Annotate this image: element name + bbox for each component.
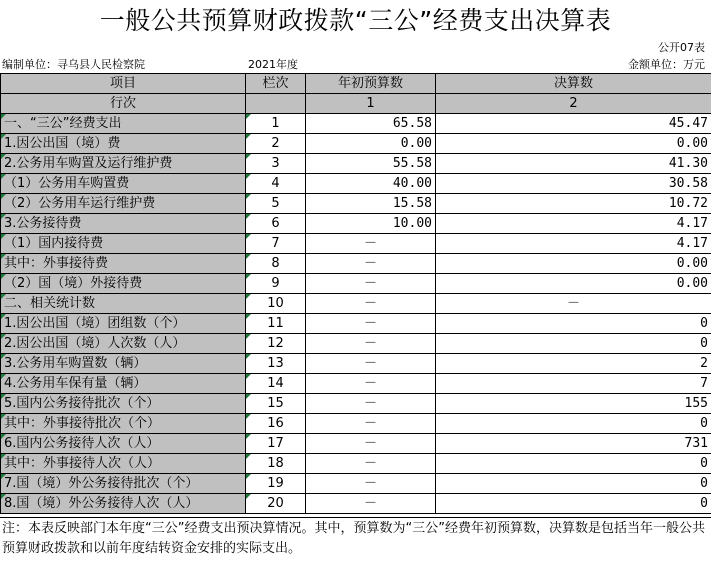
row-label: （2）公务用车运行维护费 — [1, 194, 246, 214]
row-label: 3.公务接待费 — [1, 214, 246, 234]
row-number: 9 — [246, 274, 306, 294]
row-number: 16 — [246, 414, 306, 434]
row-number: 17 — [246, 434, 306, 454]
row-final: 10.72 — [436, 194, 711, 214]
row-number: 12 — [246, 334, 306, 354]
row-label: 其中：外事接待批次（个） — [1, 414, 246, 434]
row-final: 4.17 — [436, 214, 711, 234]
row-final: 0 — [436, 454, 711, 474]
header-final: 决算数 — [436, 74, 711, 94]
row-final: 30.58 — [436, 174, 711, 194]
row-number: 2 — [246, 134, 306, 154]
table-row — [1, 314, 711, 334]
table-row — [1, 434, 711, 454]
row-budget: 40.00 — [306, 174, 436, 194]
row-final: 155 — [436, 394, 711, 414]
row-budget: － — [306, 314, 436, 334]
row-budget: 10.00 — [306, 214, 436, 234]
row-number: 19 — [246, 474, 306, 494]
table-row — [1, 114, 711, 134]
row-label: 二、相关统计数 — [1, 294, 246, 314]
table-row — [1, 494, 711, 514]
header-budget-index: 1 — [306, 94, 436, 114]
header-row-label: 行次 — [1, 94, 246, 114]
row-label: （2）国（境）外接待费 — [1, 274, 246, 294]
row-label: 3.公务用车购置数（辆） — [1, 354, 246, 374]
row-final: 731 — [436, 434, 711, 454]
footnote: 注：本表反映部门本年度“三公”经费支出预决算情况。其中，预算数为“三公”经费年初预算数，决算数是包括当年一般公共预算财政拨款和以前年度结转资金安排的实际支出。 — [0, 517, 711, 561]
row-number: 15 — [246, 394, 306, 414]
row-budget: － — [306, 294, 436, 314]
header-item: 项目 — [1, 74, 246, 94]
row-budget: － — [306, 494, 436, 514]
row-budget: － — [306, 474, 436, 494]
row-budget: － — [306, 234, 436, 254]
row-final: 45.47 — [436, 114, 711, 134]
row-number: 13 — [246, 354, 306, 374]
table-row — [1, 194, 711, 214]
row-label: 2.因公出国（境）人次数（人） — [1, 334, 246, 354]
row-number: 1 — [246, 114, 306, 134]
row-number: 6 — [246, 214, 306, 234]
row-label: 8.国（境）外公务接待人次（人） — [1, 494, 246, 514]
row-label: 4.公务用车保有量（辆） — [1, 374, 246, 394]
row-final: 4.17 — [436, 234, 711, 254]
row-label: 5.国内公务接待批次（个） — [1, 394, 246, 414]
row-number: 18 — [246, 454, 306, 474]
row-label: 一、“三公”经费支出 — [1, 114, 246, 134]
row-budget: － — [306, 414, 436, 434]
unit-label: 编制单位：寻乌县人民检察院 — [2, 58, 145, 71]
row-number: 8 — [246, 254, 306, 274]
row-label: （1）公务用车购置费 — [1, 174, 246, 194]
row-budget: － — [306, 274, 436, 294]
row-final: 0 — [436, 494, 711, 514]
header-index-row — [1, 94, 711, 114]
table-row — [1, 134, 711, 154]
row-budget: 55.58 — [306, 154, 436, 174]
row-number: 14 — [246, 374, 306, 394]
row-final: 0 — [436, 314, 711, 334]
row-label: 其中：外事接待人次（人） — [1, 454, 246, 474]
year-label: 2021年度 — [248, 58, 298, 71]
row-label: 7.国（境）外公务接待批次（个） — [1, 474, 246, 494]
header-blank — [246, 94, 306, 114]
table-row — [1, 294, 711, 314]
row-number: 10 — [246, 294, 306, 314]
table-row — [1, 154, 711, 174]
row-final: 0.00 — [436, 134, 711, 154]
header-row — [1, 74, 711, 94]
table-row — [1, 394, 711, 414]
row-budget: － — [306, 354, 436, 374]
money-unit: 金额单位：万元 — [628, 58, 705, 71]
row-label: 1.因公出国（境）团组数（个） — [1, 314, 246, 334]
row-final: － — [436, 294, 711, 314]
row-number: 5 — [246, 194, 306, 214]
row-final: 0 — [436, 474, 711, 494]
row-number: 7 — [246, 234, 306, 254]
row-final: 2 — [436, 354, 711, 374]
row-label: 1.因公出国（境）费 — [1, 134, 246, 154]
table-row — [1, 174, 711, 194]
table-row — [1, 354, 711, 374]
table-row — [1, 454, 711, 474]
header-budget: 年初预算数 — [306, 74, 436, 94]
row-budget: － — [306, 434, 436, 454]
table-row — [1, 214, 711, 234]
row-label: 2.公务用车购置及运行维护费 — [1, 154, 246, 174]
row-number: 3 — [246, 154, 306, 174]
row-final: 41.30 — [436, 154, 711, 174]
table-row — [1, 274, 711, 294]
page-title: 一般公共预算财政拨款“三公”经费支出决算表 — [99, 6, 612, 35]
table-row — [1, 254, 711, 274]
row-final: 0.00 — [436, 274, 711, 294]
row-number: 20 — [246, 494, 306, 514]
row-budget: － — [306, 454, 436, 474]
row-budget: － — [306, 254, 436, 274]
expenditure-table — [0, 73, 711, 514]
row-final: 0 — [436, 414, 711, 434]
header-final-index: 2 — [436, 94, 711, 114]
form-code: 公开07表 — [658, 41, 705, 54]
row-number: 11 — [246, 314, 306, 334]
row-final: 0.00 — [436, 254, 711, 274]
row-label: （1）国内接待费 — [1, 234, 246, 254]
table-row — [1, 374, 711, 394]
row-budget: － — [306, 374, 436, 394]
table-row — [1, 474, 711, 494]
row-final: 7 — [436, 374, 711, 394]
row-budget: 65.58 — [306, 114, 436, 134]
table-row — [1, 414, 711, 434]
table-row — [1, 234, 711, 254]
row-budget: 0.00 — [306, 134, 436, 154]
row-label: 其中：外事接待费 — [1, 254, 246, 274]
table-row — [1, 334, 711, 354]
row-budget: － — [306, 394, 436, 414]
row-budget: 15.58 — [306, 194, 436, 214]
row-final: 0 — [436, 334, 711, 354]
header-col-no: 栏次 — [246, 74, 306, 94]
row-label: 6.国内公务接待人次（人） — [1, 434, 246, 454]
row-number: 4 — [246, 174, 306, 194]
row-budget: － — [306, 334, 436, 354]
